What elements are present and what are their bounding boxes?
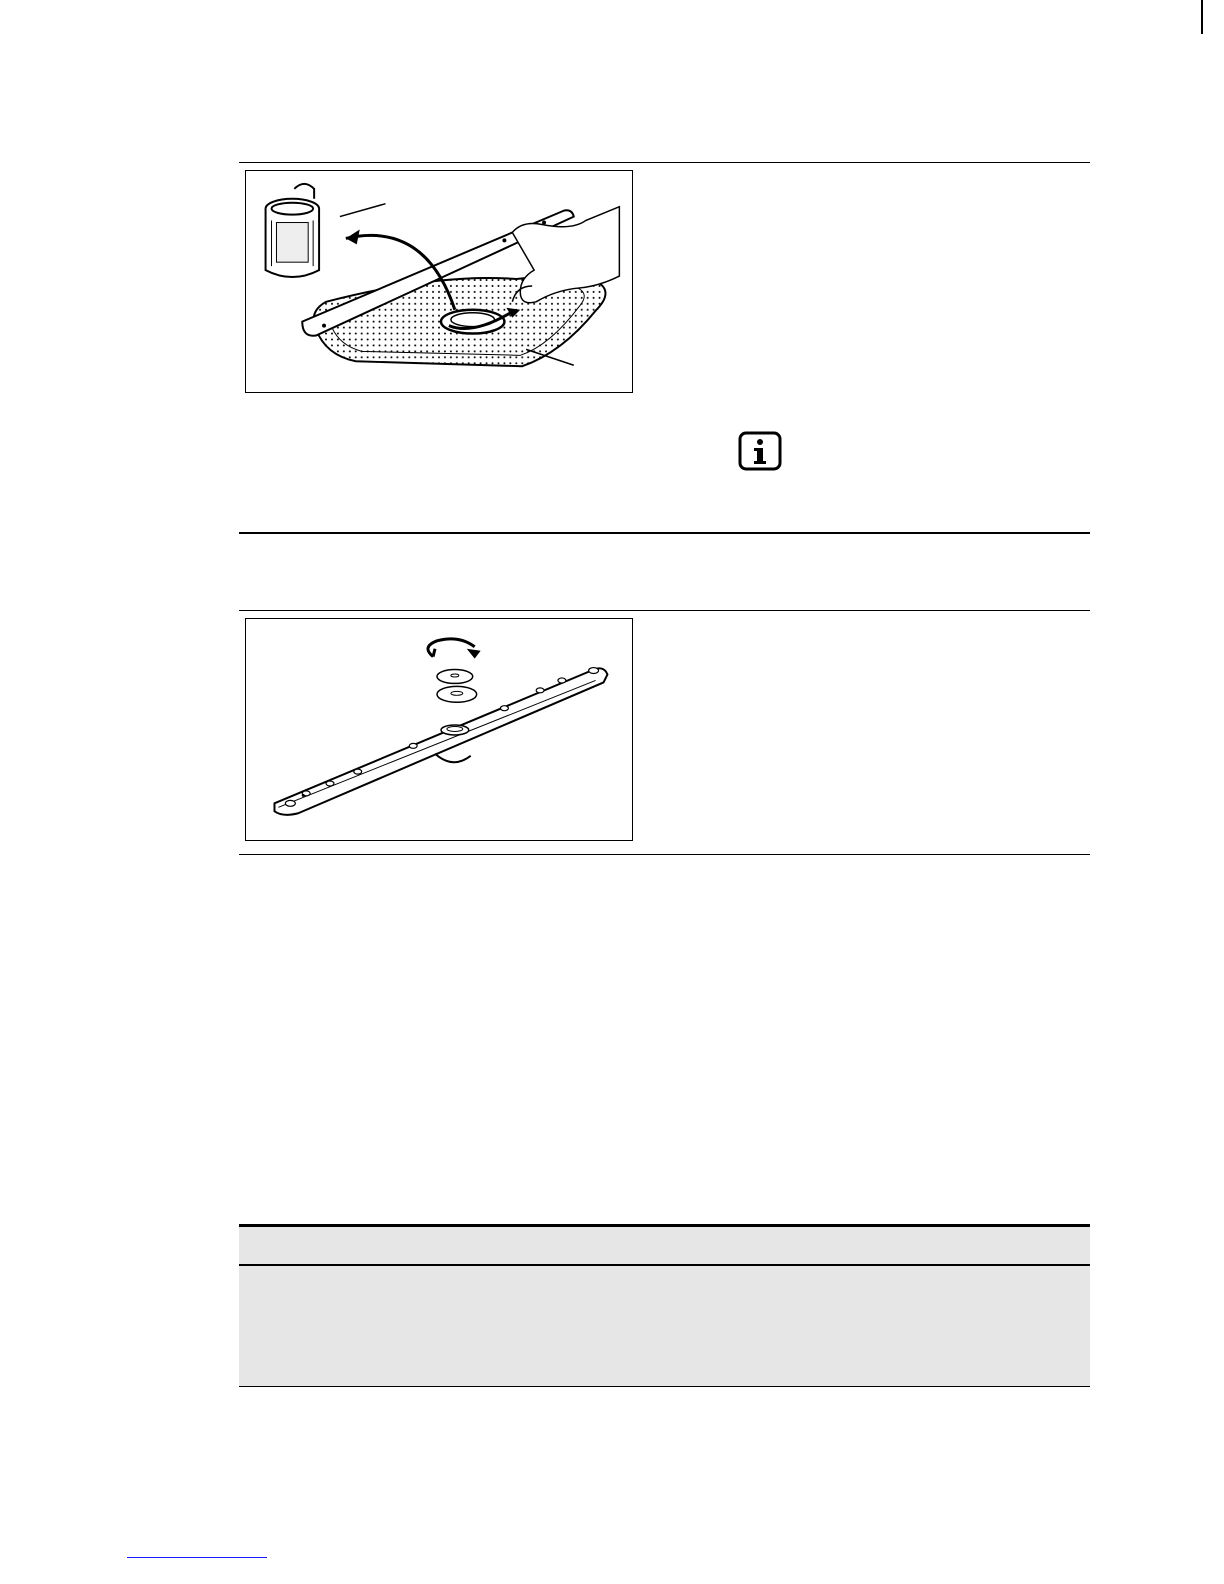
spray-arm-figure <box>245 618 633 841</box>
info-icon <box>738 431 782 471</box>
section-divider <box>239 162 1090 163</box>
table-header-row <box>239 1227 1090 1264</box>
spray-arm-illustration <box>246 619 632 840</box>
table-body-row <box>239 1266 1090 1386</box>
section-divider <box>239 854 1090 855</box>
footer-link-underline[interactable] <box>127 1557 267 1558</box>
filter-removal-illustration <box>246 171 632 392</box>
table-bottom-rule <box>239 1386 1090 1387</box>
page-edge-mark <box>1201 0 1203 34</box>
section-divider <box>239 532 1090 534</box>
filter-removal-figure <box>245 170 633 393</box>
filter-cup <box>266 184 320 277</box>
section-divider <box>239 610 1090 611</box>
